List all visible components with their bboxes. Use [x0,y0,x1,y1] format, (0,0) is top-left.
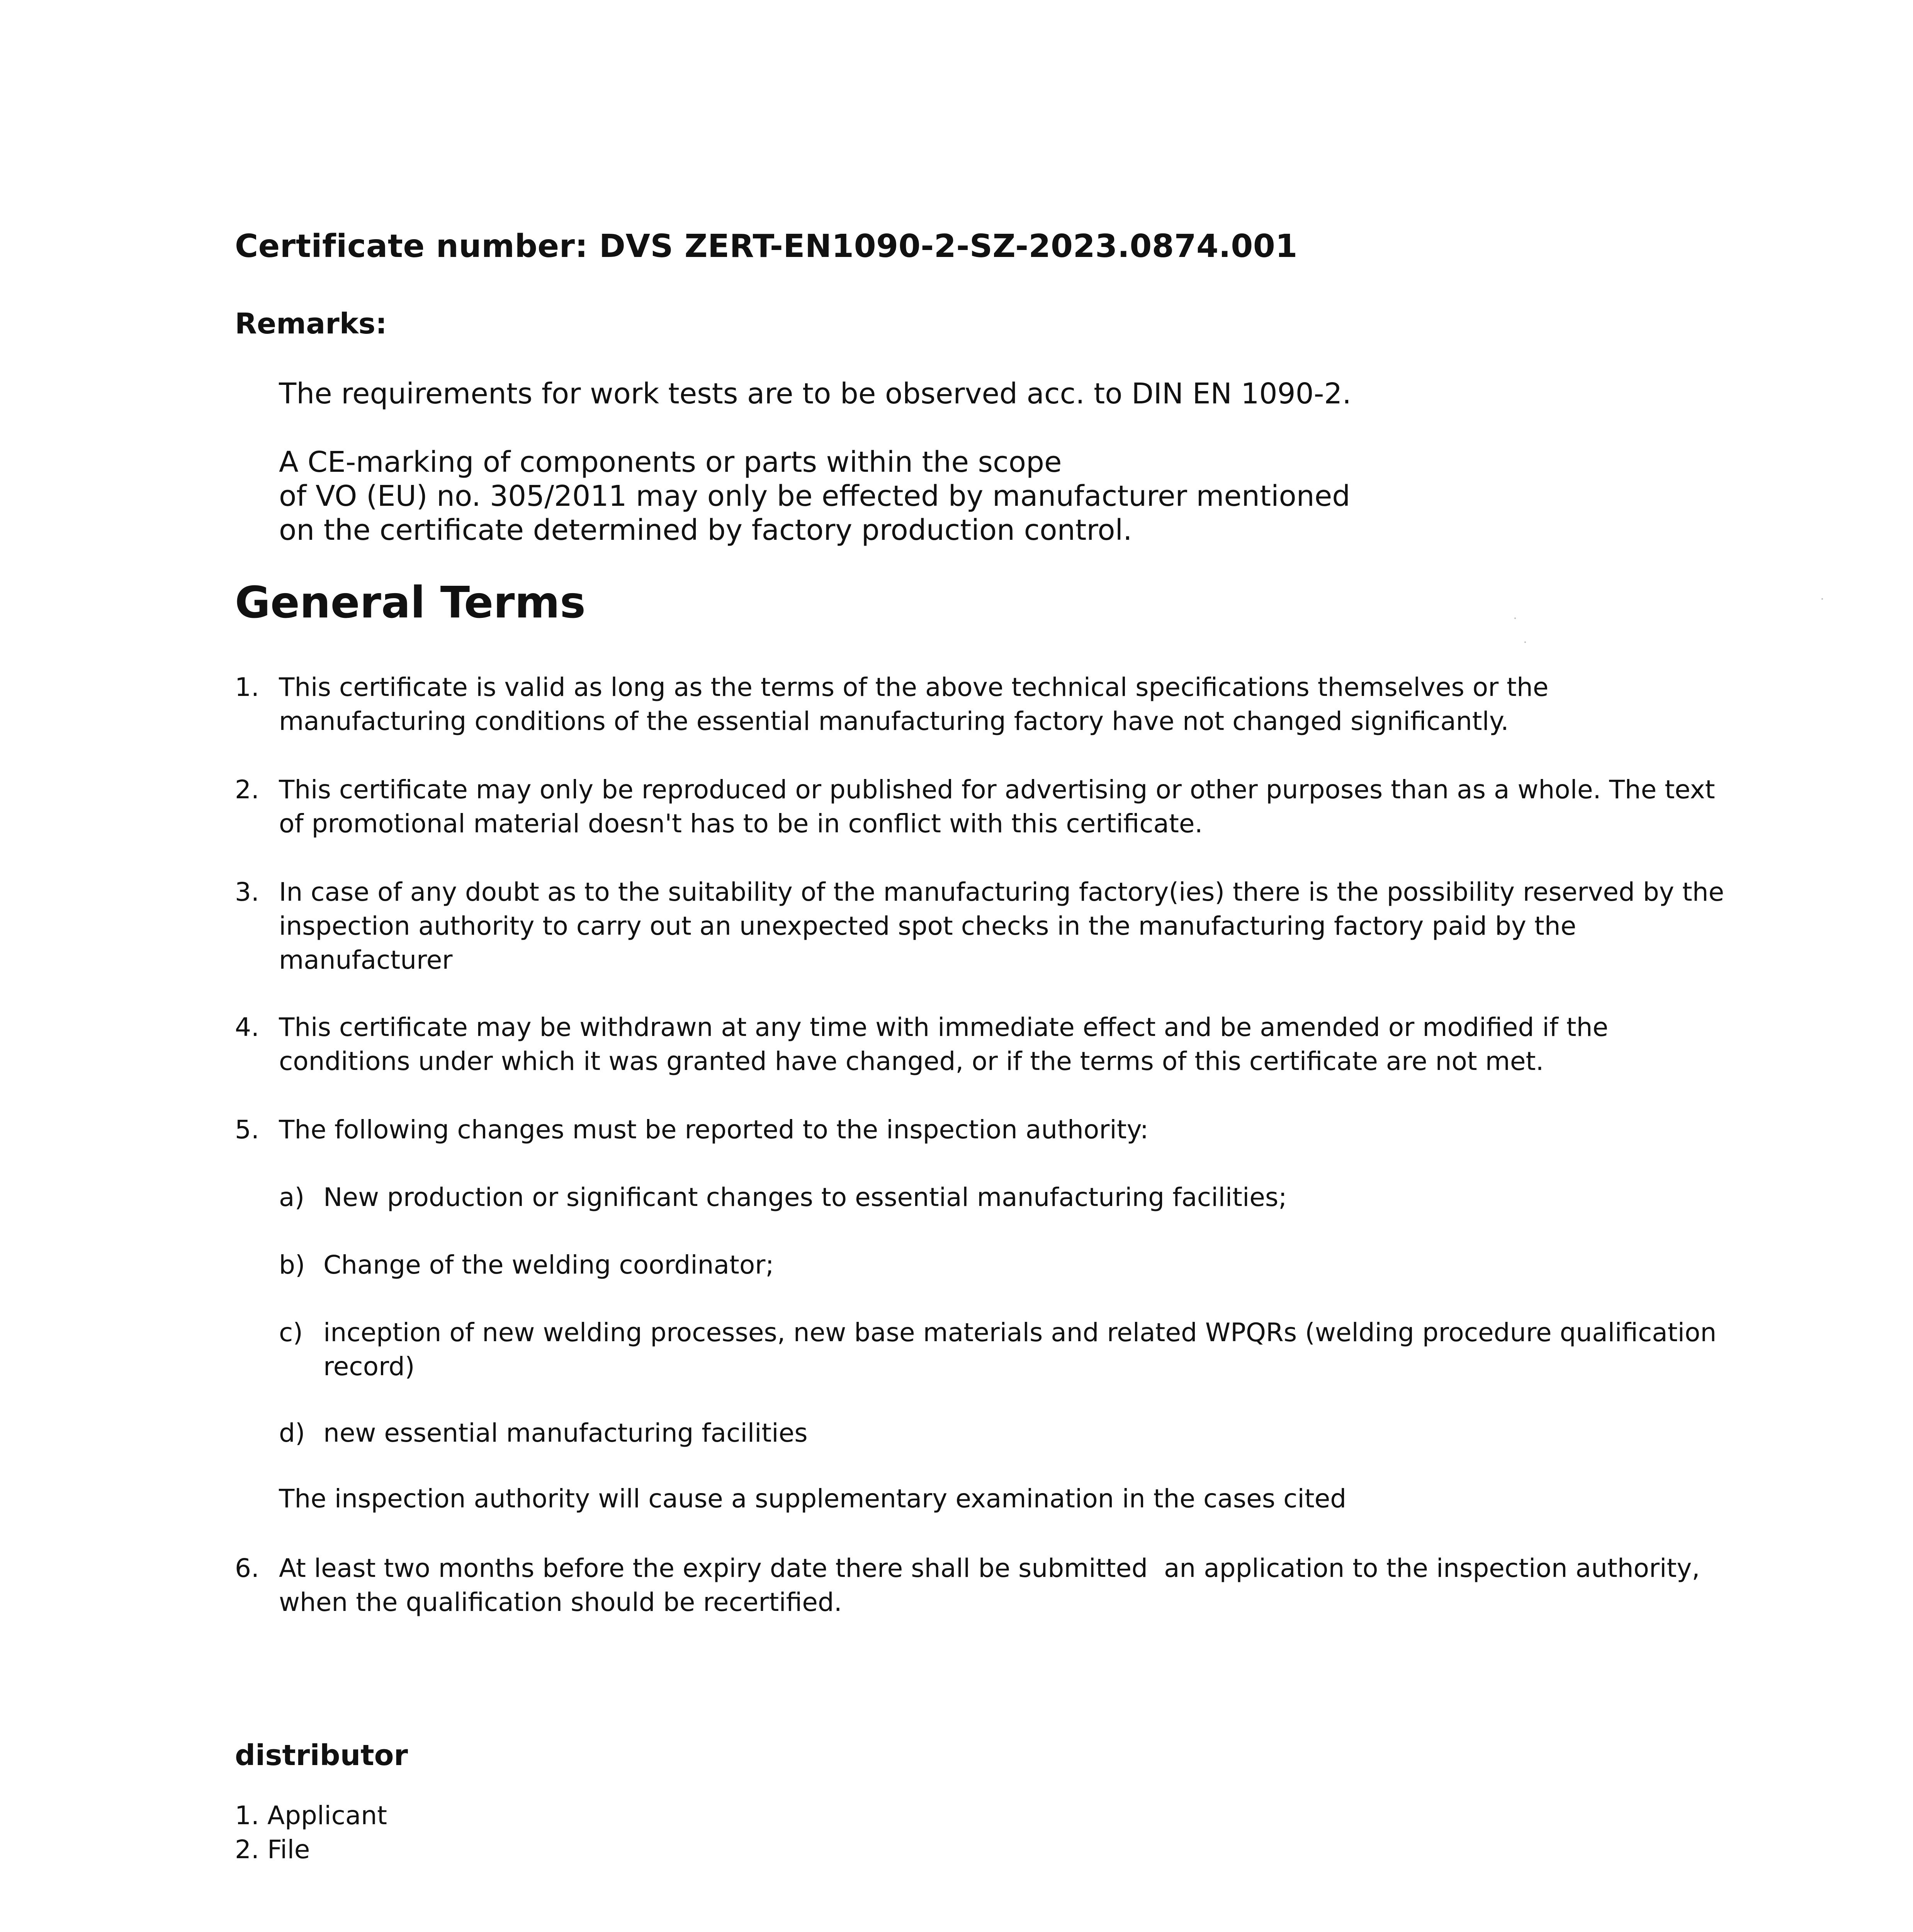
distributor-heading: distributor [235,1739,408,1772]
term-text: This certificate is valid as long as the terms of the above technical specifications themselves or the manufacturing conditions of the essential manufacturing factory have not changed significantly. [279,672,1549,736]
subitem-letter: d) [279,1418,305,1448]
remark-ce-marking: A CE-marking of components or parts within the scope of VO (EU) no. 305/2011 may only be effected by manufacturer mentioned on the certificate determined by factory production control. [279,446,1351,547]
remarks-heading: Remarks: [235,307,387,340]
subitem-letter: c) [279,1318,303,1347]
certificate-number: Certificate number: DVS ZERT-EN1090-2-SZ-2023.0874.001 [235,228,1298,265]
term-text: This certificate may only be reproduced or published for advertising or other purposes than as a whole. The text of promotional material doesn't has to be in conflict with this certificate. [279,775,1715,838]
subitem-text: new essential manufacturing facilities [323,1418,808,1448]
term-number: 5. [235,1115,259,1145]
term-text: This certificate may be withdrawn at any time with immediate effect and be amended or modified if the conditions under which it was granted have changed, or if the terms of this certificate are not met. [279,1012,1609,1076]
term-number: 1. [235,672,259,702]
remark-work-tests: The requirements for work tests are to be observed acc. to DIN EN 1090-2. [279,377,1352,410]
supplementary-exam-note: The inspection authority will cause a supplementary examination in the cases cited [279,1484,1347,1514]
subitem-text: inception of new welding processes, new base materials and related WPQRs (welding procedure qualification record) [323,1318,1717,1381]
scan-speck [1524,641,1526,643]
general-terms-heading: General Terms [235,578,586,628]
subitem-text: New production or significant changes to essential manufacturing facilities; [323,1182,1287,1212]
term-number: 3. [235,877,259,907]
term-number: 4. [235,1012,259,1042]
term-text: The following changes must be reported to the inspection authority: [279,1115,1149,1145]
distributor-item: 2. File [235,1835,310,1864]
term-text: In case of any doubt as to the suitability of the manufacturing factory(ies) there is the possibility reserved by the inspection authority to carry out an unexpected spot checks in the manufacturing factory paid by the manufacturer [279,877,1724,975]
term-number: 6. [235,1553,259,1583]
term-text: At least two months before the expiry date there shall be submitted an application to the inspection authority, when the qualification should be recertified. [279,1553,1700,1617]
distributor-item: 1. Applicant [235,1801,387,1830]
term-number: 2. [235,775,259,804]
scan-speck [1821,598,1823,600]
subitem-letter: b) [279,1250,305,1280]
scan-speck [1514,617,1516,619]
subitem-text: Change of the welding coordinator; [323,1250,774,1280]
subitem-letter: a) [279,1182,305,1212]
